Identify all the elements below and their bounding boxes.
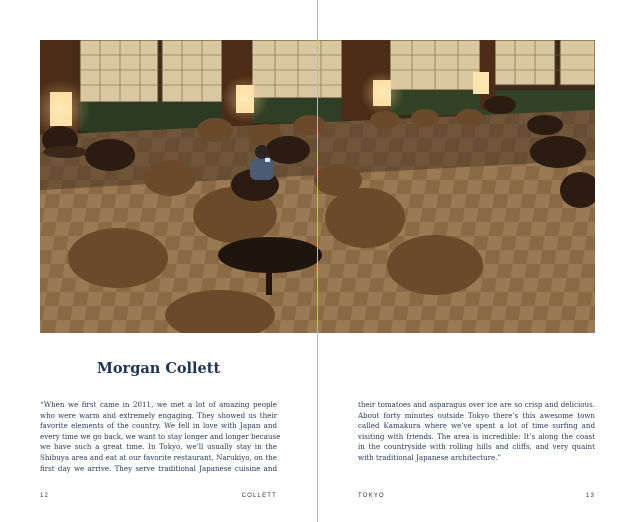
text-line: called Kamakura where we’ve spent a lot of time surfing and [358, 421, 595, 431]
author-name-heading: Morgan Collett [96, 360, 221, 377]
right-running-head: TOKYO [358, 493, 385, 499]
text-line: in the countryside with rolling hills and cliffs, and very quaint [358, 442, 595, 452]
text-line: first day we arrive. They serve traditional Japanese cuisine and [40, 463, 277, 473]
page-gutter [317, 0, 318, 522]
text-line: “When we first came in 2011, we met a lot of amazing people [40, 400, 277, 409]
text-line: their tomatoes and asparagus over ice are so crisp and delicious. [358, 400, 595, 409]
text-line: we have such a great time. In Tokyo, we’ll usually stay in the [40, 442, 277, 452]
left-running-head: COLLETT [241, 493, 277, 499]
text-line: Shibuya area and eat at our favorite restaurant, Narukiyo, on the [40, 452, 277, 462]
text-line: who were warm and extremely engaging. They showed us their [40, 410, 277, 420]
text-line: favorite elements of the country. We fell in love with Japan and [40, 421, 277, 431]
left-column-text [40, 400, 281, 474]
text-line: every time we go back, we want to stay longer and longer because [40, 431, 281, 441]
right-column-text [358, 400, 595, 464]
text-line: About forty minutes outside Tokyo there’s this awesome town [358, 410, 595, 420]
text-line: with traditional Japanese architecture.” [358, 452, 502, 462]
text-line: visiting with friends. The area is incredible: It’s along the coast [358, 431, 595, 441]
left-page-number: 12 [40, 493, 50, 499]
right-page-number: 13 [585, 493, 595, 499]
